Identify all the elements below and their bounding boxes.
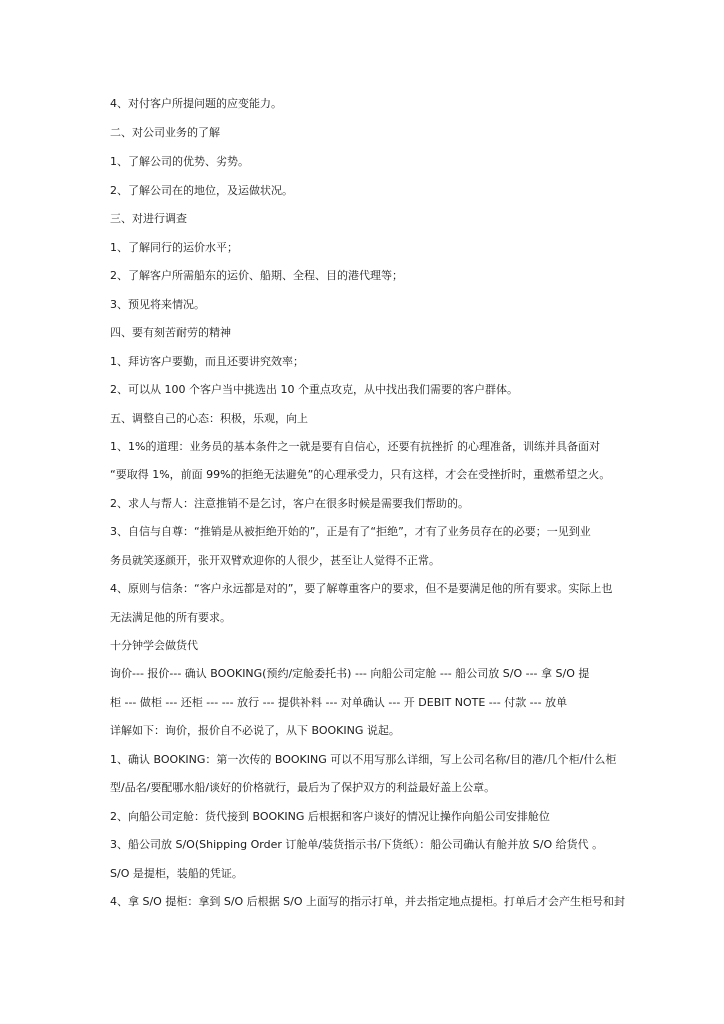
text-line: 3、预见将来情况。	[110, 298, 205, 311]
text-line: 型/品名/要配哪水船/谈好的价格就行，最后为了保护双方的利益最好盖上公章。	[110, 781, 496, 794]
text-line: 无法满足他的所有要求。	[110, 611, 231, 624]
text-line: 二、对公司业务的了解	[110, 126, 220, 139]
text-line: 2、可以从 100 个客户当中挑选出 10 个重点攻克，从中找出我们需要的客户群体。	[110, 383, 518, 396]
text-line: 四、要有刻苦耐劳的精神	[110, 326, 231, 339]
text-line: 2、向船公司定舱：货代接到 BOOKING 后根据和客户谈好的情况让操作向船公司安排舱位	[110, 810, 550, 823]
text-line: 五、调整自己的心态：积极，乐观，向上	[110, 412, 308, 425]
text-line: 1、确认 BOOKING：第一次传的 BOOKING 可以不用写那么详细，写上公司名称/目的港/几个柜/什么柜	[110, 753, 617, 766]
text-line: 4、对付客户所提问题的应变能力。	[110, 97, 282, 110]
text-line: 详解如下：询价，报价自不必说了，从下 BOOKING 说起。	[110, 724, 400, 737]
text-line: 1、拜访客户要勤，而且还要讲究效率；	[110, 355, 304, 368]
text-line: 柜 --- 做柜 --- 还柜 --- --- 放行 --- 提供补料 --- 对单确认 --- 开 DEBIT NOTE --- 付款 --- 放单	[110, 696, 568, 709]
text-line: 2、求人与帮人：注意推销不是乞讨，客户在很多时候是需要我们帮助的。	[110, 497, 469, 510]
text-line: 3、自信与自尊：“推销是从被拒绝开始的”，正是有了“拒绝”，才有了业务员存在的必要；一见到业	[110, 525, 591, 538]
text-line: 4、拿 S/O 提柜：拿到 S/O 后根据 S/O 上面写的指示打单，并去指定地点提柜。打单后才会产生柜号和封	[110, 895, 626, 908]
text-line: 十分钟学会做货代	[110, 639, 198, 652]
text-line: “要取得 1%，前面 99%的拒绝无法避免”的心理承受力，只有这样，才会在受挫折时，重燃希望之火。	[110, 468, 611, 481]
text-line: S/O 是提柜，装船的凭证。	[110, 867, 243, 880]
text-line: 询价--- 报价--- 确认 BOOKING(预约/定舱委托书) --- 向船公司定舱 --- 船公司放 S/O --- 拿 S/O 提	[110, 667, 590, 680]
text-line: 1、了解公司的优势、劣势。	[110, 155, 249, 168]
text-line: 2、了解客户所需船东的运价、船期、全程、目的港代理等；	[110, 269, 403, 282]
text-line: 3、船公司放 S/O(Shipping Order 订舱单/装货指示书/下货纸）：船公司确认有舱并放 S/O 给货代 。	[110, 838, 604, 851]
text-line: 三、对进行调查	[110, 212, 187, 225]
text-line: 2、了解公司在的地位，及运做状况。	[110, 184, 293, 197]
text-line: 1、了解同行的运价水平；	[110, 241, 238, 254]
text-line: 1、1%的道理：业务员的基本条件之一就是要有自信心，还要有抗挫折 的心理准备，训练并具备面对	[110, 440, 600, 453]
text-line: 4、原则与信条：“客户永远都是对的”，要了解尊重客户的要求，但不是要满足他的所有要求。实际上也	[110, 582, 613, 595]
text-line: 务员就笑逐颜开，张开双臂欢迎你的人很少，甚至让人觉得不正常。	[110, 554, 440, 567]
